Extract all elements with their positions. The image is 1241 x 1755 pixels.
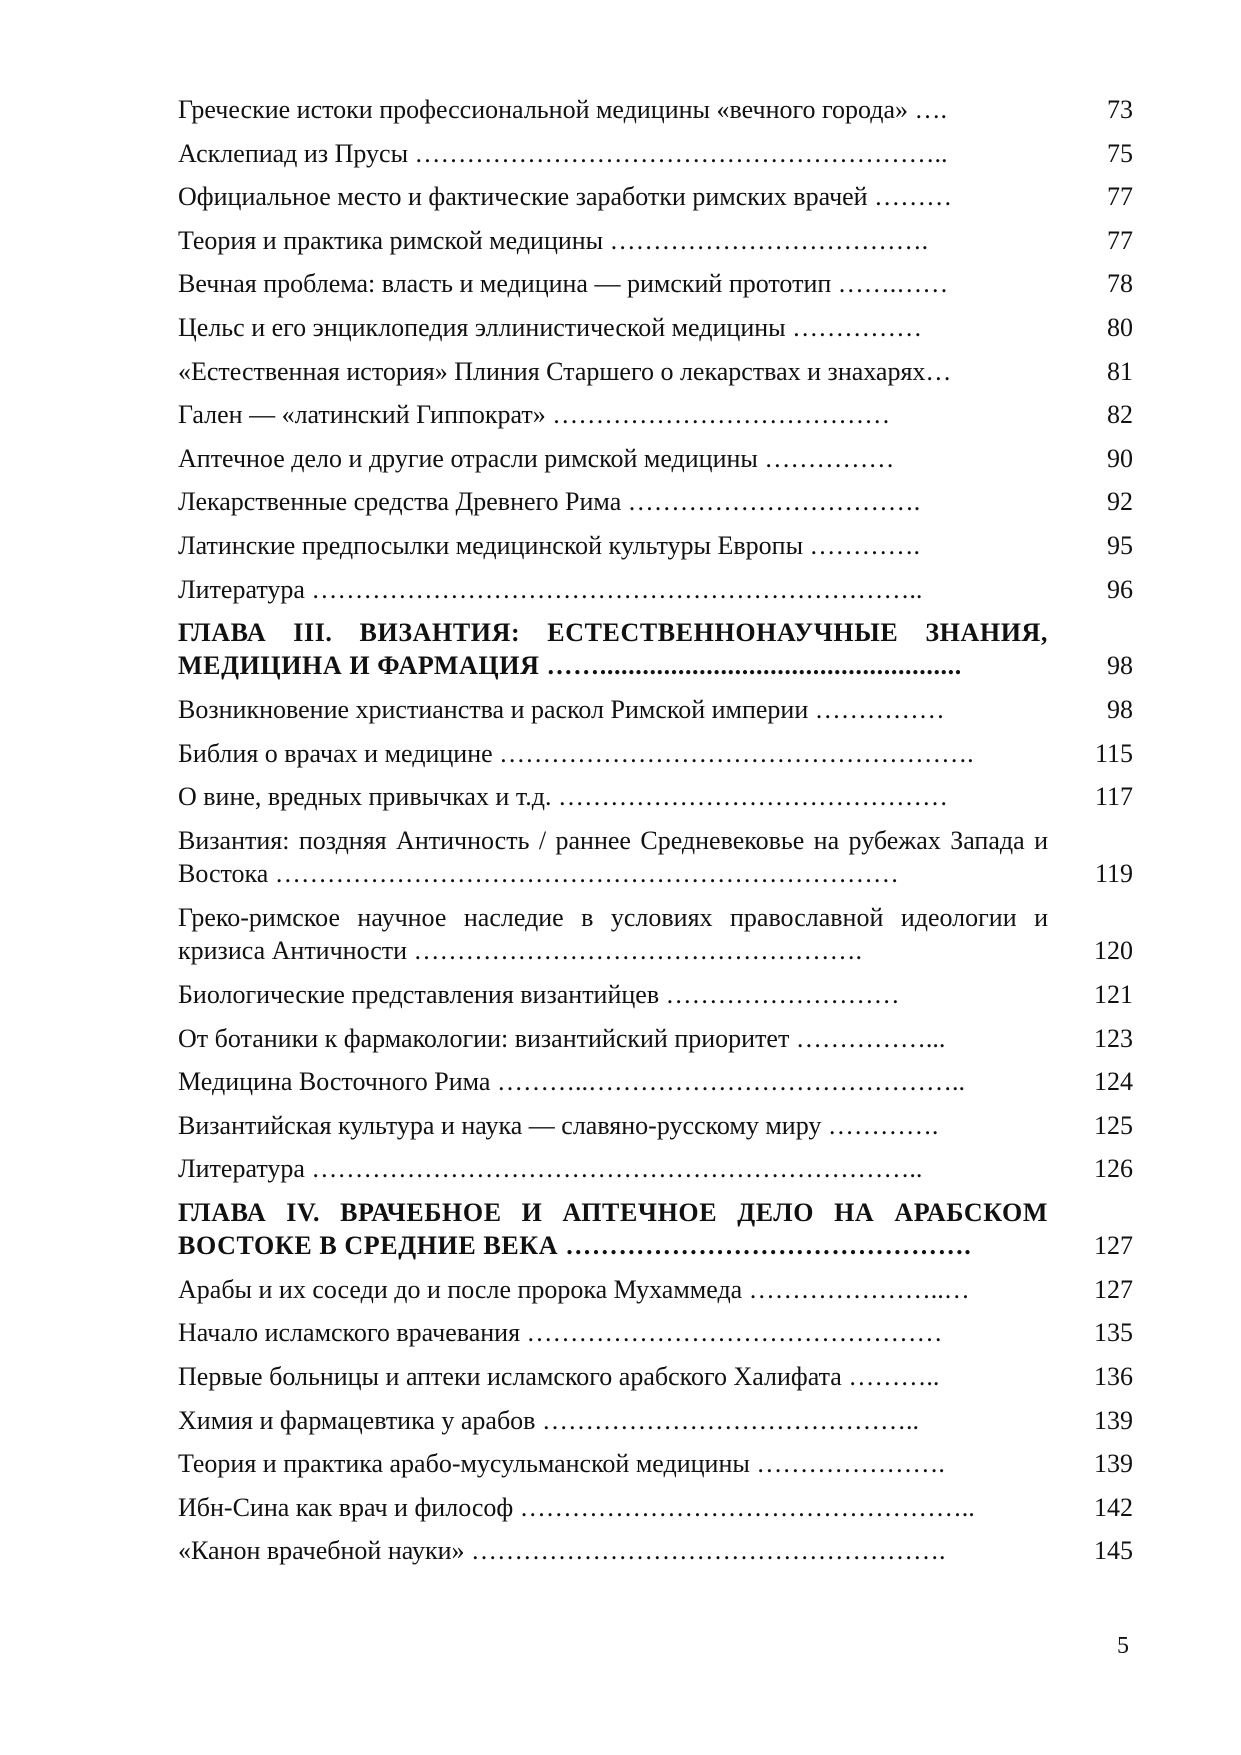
toc-entry-title: Арабы и их соседи до и после пророка Мухаммеда …………………..… — [178, 1274, 970, 1304]
toc-entry-page: 92 — [1107, 487, 1133, 517]
toc-entry[interactable] — [178, 1022, 1133, 1055]
toc-entry-page: 119 — [1094, 858, 1133, 888]
toc-entry-page: 139 — [1094, 1405, 1133, 1435]
toc-entry-page: 123 — [1094, 1023, 1133, 1053]
toc-entry[interactable] — [178, 224, 1133, 257]
toc-entry[interactable] — [178, 529, 1133, 562]
toc-entry-page: 81 — [1107, 356, 1133, 386]
toc-entry[interactable] — [178, 485, 1133, 518]
toc-entry-page: 124 — [1094, 1067, 1133, 1097]
toc-entry-title: Литература …………………………………………………………….. — [178, 574, 923, 604]
toc-entry-page: 75 — [1107, 138, 1133, 168]
toc-entry-page: 98 — [1107, 695, 1133, 725]
toc-entry[interactable] — [178, 1152, 1133, 1185]
toc-entry-page: 145 — [1094, 1536, 1133, 1566]
toc-entry-title: Византия: поздняя Античность / раннее Средневековье на рубежах Запада и Востока ……………………………………………………………… — [178, 825, 1048, 888]
toc-entry-page: 139 — [1094, 1449, 1133, 1479]
toc-entry-page: 77 — [1107, 225, 1133, 255]
toc-entry[interactable] — [178, 1316, 1133, 1349]
toc-entry-page: 120 — [1094, 935, 1133, 965]
toc-entry-title: «Естественная история» Плиния Старшего о лекарствах и знахарях… — [178, 356, 952, 386]
toc-entry-title: Теория и практика римской медицины ………………………………. — [178, 225, 929, 255]
toc-entry-page: 80 — [1107, 312, 1133, 342]
toc-entry[interactable] — [178, 1534, 1133, 1567]
toc-entry-page: 142 — [1094, 1492, 1133, 1522]
toc-entry[interactable] — [178, 311, 1133, 344]
toc-entry[interactable] — [178, 1491, 1133, 1524]
toc-entry-title: Биологические представления византийцев ……………………… — [178, 979, 900, 1009]
toc-entry[interactable] — [178, 137, 1133, 170]
toc-entry-page: 90 — [1107, 443, 1133, 473]
toc-entry-page: 96 — [1107, 574, 1133, 604]
toc-entry-page: 98 — [1107, 651, 1133, 681]
toc-entry-title: От ботаники к фармакологии: византийский приоритет ……………... — [178, 1023, 946, 1053]
toc-entry[interactable] — [178, 1360, 1133, 1393]
toc-entry-page: 136 — [1094, 1362, 1133, 1392]
toc-entry[interactable] — [178, 1065, 1133, 1098]
toc-entry[interactable] — [178, 1109, 1133, 1142]
toc-entry-page: 135 — [1094, 1318, 1133, 1348]
toc-entry-title: О вине, вредных привычках и т.д. ……………………………………… — [178, 782, 948, 812]
toc-entry[interactable] — [178, 824, 1133, 890]
toc-entry-title: Лекарственные средства Древнего Рима ……………………………. — [178, 487, 921, 517]
toc-entry-title: Греко-римское научное наследие в условиях православной идеологии и кризиса Античности ……………………………………………. — [178, 902, 1048, 965]
toc-entry[interactable] — [178, 398, 1133, 431]
toc-entry-page: 115 — [1094, 738, 1133, 768]
toc-entry-title: Вечная проблема: власть и медицина — римский прототип …….…… — [178, 269, 949, 299]
toc-entry[interactable] — [178, 780, 1133, 813]
toc-entry-title: Возникновение христианства и раскол Римской империи …………… — [178, 695, 945, 725]
toc-entry[interactable] — [178, 901, 1133, 967]
toc-entry-page: 95 — [1107, 530, 1133, 560]
toc-entry-title: Химия и фармацевтика у арабов …………………………………….. — [178, 1405, 919, 1435]
toc-entry-page: 73 — [1107, 95, 1133, 124]
toc-entry-page: 117 — [1094, 782, 1133, 812]
toc-entry-page: 121 — [1094, 979, 1133, 1009]
page-number: 5 — [1117, 1633, 1129, 1659]
toc-chapter-title: ГЛАВА III. ВИЗАНТИЯ: ЕСТЕСТВЕННОНАУЧНЫЕ ЗНАНИЯ, МЕДИЦИНА И ФАРМАЦИЯ ……................................................... — [178, 618, 1048, 681]
toc-chapter-heading[interactable] — [178, 1196, 1133, 1262]
toc-entry-title: Греческие истоки профессиональной медицины «вечного города» …. — [178, 95, 948, 124]
toc-entry-title: Библия о врачах и медицине ………………………………………………. — [178, 738, 974, 768]
toc-entry[interactable] — [178, 442, 1133, 475]
toc-chapter-heading[interactable] — [178, 616, 1133, 682]
toc-entry-page: 127 — [1094, 1274, 1133, 1304]
toc-entry-page: 127 — [1094, 1230, 1133, 1260]
toc-entry-title: Латинские предпосылки медицинской культуры Европы …………. — [178, 530, 921, 560]
toc-entry-title: Аптечное дело и другие отрасли римской медицины …………… — [178, 443, 895, 473]
toc-entry-page: 77 — [1107, 182, 1133, 212]
toc-entry[interactable] — [178, 693, 1133, 726]
toc-entry-page: 78 — [1107, 269, 1133, 299]
toc-entry[interactable] — [178, 978, 1133, 1011]
toc-entry-title: Медицина Восточного Рима ………..…………………………………….. — [178, 1067, 965, 1097]
toc-entry[interactable] — [178, 1404, 1133, 1437]
toc-entry-title: Первые больницы и аптеки исламского арабского Халифата ……….. — [178, 1362, 940, 1392]
toc-entry-title: Ибн-Сина как врач и философ …………………………………………….. — [178, 1492, 975, 1522]
toc-entry[interactable] — [178, 267, 1133, 300]
toc-entry[interactable] — [178, 93, 1133, 126]
toc-entry-page: 126 — [1094, 1154, 1133, 1184]
toc-entry-title: «Канон врачебной науки» ………………………………………………. — [178, 1536, 946, 1566]
toc-entry[interactable] — [178, 1273, 1133, 1306]
toc-entry[interactable] — [178, 573, 1133, 606]
toc-entry[interactable] — [178, 355, 1133, 388]
toc-entry[interactable] — [178, 180, 1133, 213]
toc-entry-title: Византийская культура и наука — славяно-русскому миру …………. — [178, 1110, 939, 1140]
toc-entry[interactable] — [178, 1447, 1133, 1480]
toc-entry-title: Асклепиад из Прусы …………………………………………………….. — [178, 138, 948, 168]
toc-entry-title: Теория и практика арабо-мусульманской медицины …………………. — [178, 1449, 945, 1479]
toc-entry-title: Цельс и его энциклопедия эллинистической медицины …………… — [178, 312, 923, 342]
toc-entry[interactable] — [178, 737, 1133, 770]
toc-entry-page: 125 — [1094, 1110, 1133, 1140]
table-of-contents — [178, 93, 1133, 1578]
toc-entry-page: 82 — [1107, 400, 1133, 430]
toc-entry-title: Начало исламского врачевания ………………………………………… — [178, 1318, 943, 1348]
toc-entry-title: Гален — «латинский Гиппократ» ………………………………… — [178, 400, 891, 430]
toc-entry-title: Литература …………………………………………………………….. — [178, 1154, 923, 1184]
toc-entry-title: Официальное место и фактические заработки римских врачей ……… — [178, 182, 953, 212]
toc-chapter-title: ГЛАВА IV. ВРАЧЕБНОЕ И АПТЕЧНОЕ ДЕЛО НА АРАБСКОМ ВОСТОКЕ В СРЕДНИЕ ВЕКА ………………………………………. — [178, 1197, 1048, 1260]
